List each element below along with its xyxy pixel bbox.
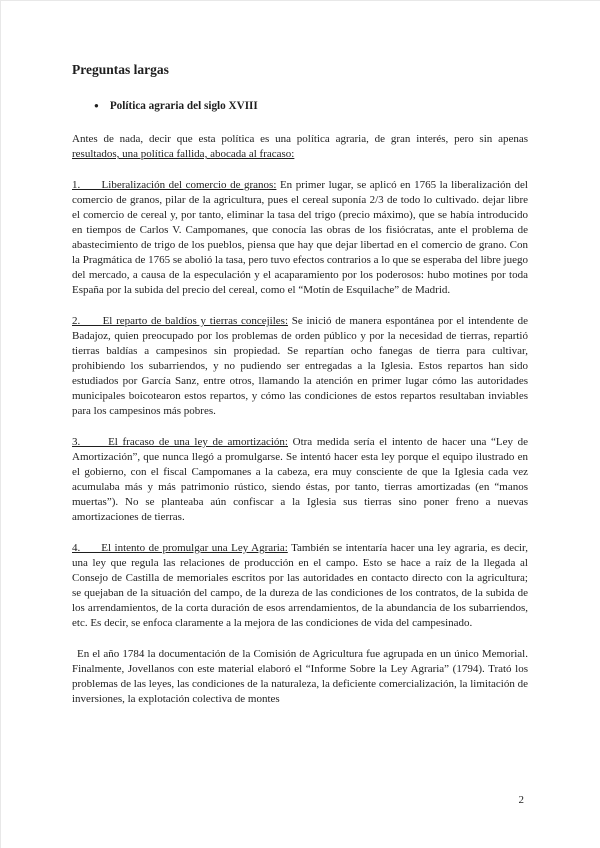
item-1-body: En primer lugar, se aplicó en 1765 la liberalización del comercio de granos, pilar de la agricultura, pues el cereal suponía 2/3 de todo lo cultivado. dejar libre el comercio de cereal y, por tanto, eliminar la tasa del trigo (precio máximo), que se había introducido en tiempos de Carlos V. Campomanes, que conocía las obras de los fisiócratas, ante el problema de abastecimiento de trigo de los pueblos, piensa que hay que dejar libertad en el comercio de grano. Con la Pragmática de 1765 se abolió la tasa, pero tuvo efectos contrarios a lo que se esperaba del libre juego del mercado, a causa de la especulación y el acaparamiento por los poderosos: hubo motines por toda España por la subida del precio del cereal, como el “Motín de Esquilache” de Madrid. [72,179,528,296]
item-2-heading: 2. El reparto de baldíos y tierras concejiles: [72,315,289,327]
item-1-heading: 1. Liberalización del comercio de granos: [72,179,277,191]
item-4-paragraph [72,541,528,631]
page-title: Preguntas largas [72,62,169,77]
item-2-body: Se inició de manera espontánea por el intendente de Badajoz, quien preocupado por los problemas de orden público y por la necesidad de tierras, repartió tierras baldías a campesinos sin propiedad. Se repartían ocho fanegas de tierra para cultivar, prohibiendo los subarriendos, y no pudiendo ser entregadas a la Iglesia. Estos repartos han sido estudiados por García Sanz, entre otros, llamando la atención en primer lugar cómo las autoridades municipales boicotearon estos repartos, y cómo las condiciones de estos repartos resultaban inviables para los campesinos más pobres. [72,315,528,417]
bullet-heading-label: Política agraria del siglo XVIII [109,100,258,112]
item-4-body: También se intentaría hacer una ley agraria, es decir, una ley que regula las relaciones de producción en el campo. Esto se hace a raíz de la llegada al Consejo de Castilla de memoriales escritos por las autoridades en contacto directo con la agricultura; se quejaban de la situación del campo, de la dureza de las condiciones de los contratos, de la subida de los arrendamientos, de la corta duración de esos arrendamientos, de la abundancia de los subarriendos, etc. Es decir, se enfoca claramente a la mejora de las condiciones de vida del campesinado. [72,542,528,629]
intro-underlined-text: resultados, una política fallida, abocada al fracaso: [72,148,295,160]
bullet-icon: ● [94,101,99,110]
item-3-body: Otra medida sería el intento de hacer una “Ley de Amortización”, que nunca llegó a promulgarse. Se intentó hacer esta ley porque el equipo ilustrado en el gobierno, con el fiscal Campomanes a la cabeza, era muy consciente de que la Iglesia cada vez acumulaba más y más patrimonio rústico, siendo éstas, por tanto, tierras amortizadas (en “manos muertas”). No se planteaba aún confiscar a la Iglesia sus tierras sino poner freno a nuevas amortizaciones de tierras. [72,436,528,523]
closing-paragraph: En el año 1784 la documentación de la Comisión de Agricultura fue agrupada en un único Memorial. Finalmente, Jovellanos con este material elaboró el “Informe Sobre la Ley Agraria” (1794). Trató los problemas de las leyes, las condiciones de la naturaleza, la deficiente comercialización, la limitación de inversiones, la explotación colectiva de montes [72,648,528,705]
page-number: 2 [518,794,524,806]
item-3-paragraph [72,435,528,525]
intro-text: Antes de nada, decir que esta política es una política agraria, de gran interés, pero sin apenas [72,133,528,145]
bullet-heading [94,100,528,112]
item-2-paragraph [72,314,528,419]
item-1-paragraph [72,178,528,298]
intro-paragraph [72,132,528,162]
item-3-heading: 3. El fracaso de una ley de amortización: [72,436,288,448]
item-4-heading: 4. El intento de promulgar una Ley Agraria: [72,542,288,554]
